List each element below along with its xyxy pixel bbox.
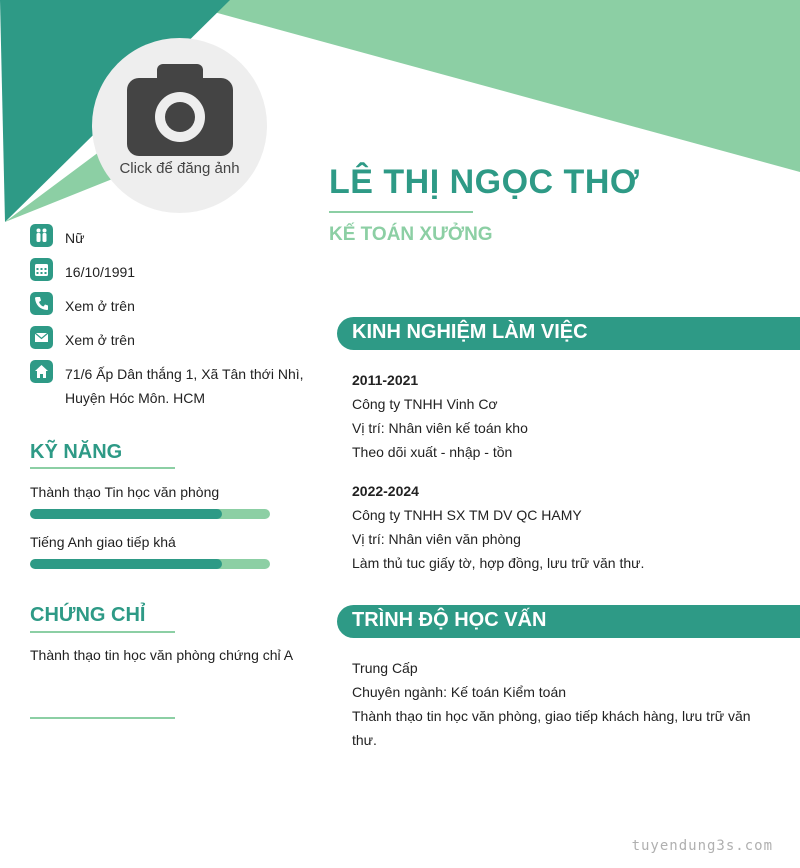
education-level: Trung Cấp: [352, 660, 418, 676]
certificates-title: CHỨNG CHỈ: [30, 604, 146, 626]
certificates-divider: [30, 631, 175, 633]
envelope-icon: [30, 326, 53, 349]
experience-banner: [337, 317, 800, 350]
contact-phone-text: Xem ở trên: [65, 298, 135, 314]
experience-company: Công ty TNHH SX TM DV QC HAMY: [352, 507, 582, 523]
experience-description: Làm thủ tuc giấy tờ, hợp đồng, lưu trữ văn thư.: [352, 555, 645, 571]
watermark: tuyendung3s.com: [631, 838, 773, 854]
experience-position: Vị trí: Nhân viên kế toán kho: [352, 420, 528, 436]
experience-item: [352, 368, 772, 464]
skill-bar-fill: [30, 509, 222, 519]
experience-position: Vị trí: Nhân viên văn phòng: [352, 531, 521, 547]
skills-divider: [30, 467, 175, 469]
calendar-icon: [30, 258, 53, 281]
experience-years: 2011-2021: [352, 372, 419, 388]
section-divider: [30, 717, 175, 719]
experience-description: Theo dõi xuất - nhập - tồn: [352, 444, 513, 460]
experience-item: [352, 479, 772, 575]
job-title: KẾ TOÁN XƯỞNG: [329, 224, 493, 245]
name-divider: [329, 211, 473, 213]
skill-label: Tiếng Anh giao tiếp khá: [30, 534, 176, 550]
avatar-caption: Click để đăng ảnh: [119, 160, 240, 177]
skill-bar: [30, 559, 270, 569]
experience-title: KINH NGHIỆM LÀM VIỆC: [352, 321, 588, 343]
skills-title: KỸ NĂNG: [30, 441, 123, 463]
contact-birthday-text: 16/10/1991: [65, 264, 136, 280]
avatar-upload[interactable]: [92, 38, 267, 213]
skill-bar: [30, 509, 270, 519]
candidate-name: LÊ THỊ NGỌC THƠ: [329, 163, 640, 201]
gender-icon: [30, 224, 53, 247]
education-major: Chuyên ngành: Kế toán Kiểm toán: [352, 684, 567, 700]
skill-bar-fill: [30, 559, 222, 569]
education-banner: [337, 605, 800, 638]
education-description: Thành thạo tin học văn phòng, giao tiếp khách hàng, lưu trữ văn thư.: [352, 708, 751, 748]
contact-email-text: Xem ở trên: [65, 332, 135, 348]
camera-icon: [127, 64, 233, 156]
skill-label: Thành thạo Tin học văn phòng: [30, 484, 220, 500]
contact-address-text: 71/6 Ấp Dân thắng 1, Xã Tân thới Nhì, Huyện Hóc Môn. HCM: [65, 366, 304, 406]
phone-icon: [30, 292, 53, 315]
education-title: TRÌNH ĐỘ HỌC VẤN: [352, 609, 547, 631]
certificate-item: Thành thạo tin học văn phòng chứng chỉ A: [30, 647, 294, 663]
experience-years: 2022-2024: [352, 483, 419, 499]
contact-gender-text: Nữ: [65, 230, 85, 246]
home-icon: [30, 360, 53, 383]
education-item: [352, 656, 772, 752]
experience-company: Công ty TNHH Vinh Cơ: [352, 396, 498, 412]
